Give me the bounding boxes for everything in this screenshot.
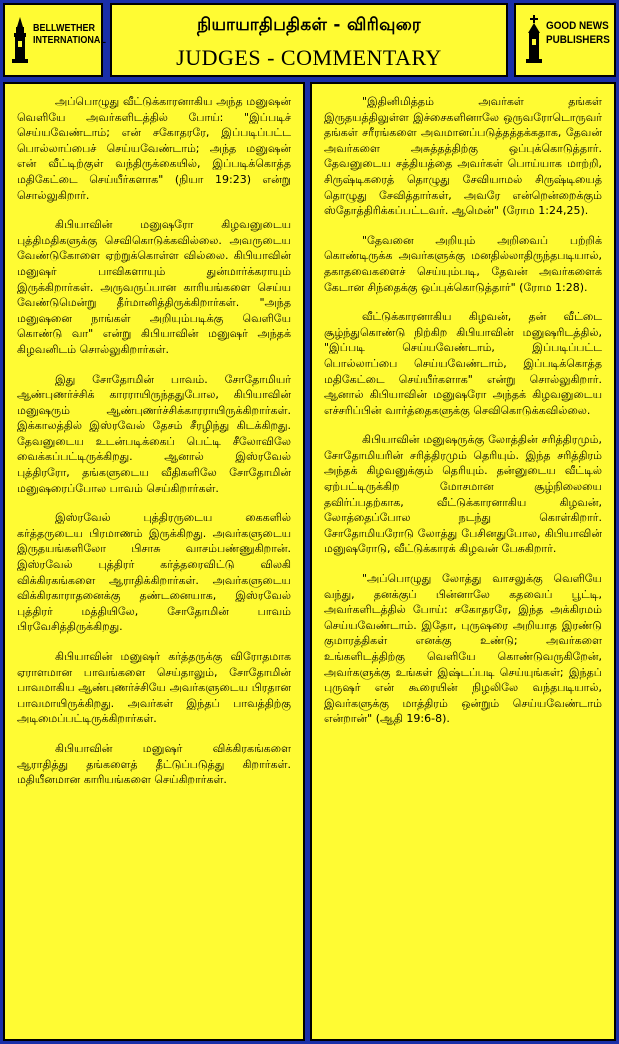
logo-right-line1: GOOD NEWS — [546, 20, 609, 32]
left-paragraph: கிபியாவின் மனுஷரோ கிழவனுடைய புத்திமதிகளுக்கு செவிகொடுக்கவில்லை. அவருடைய வேண்டுகோளை ஏற்றுக்கொள்ள வில்லை. கிபியாவின் மனுஷர் பாவிகளாயும் துன்மார்க்கராயும் இருக்கிறார்கள். அருவருப்பான காரியங்களை செய்ய வேண்டுமென்று தீர்மானித்திருக்கிறார்கள். "அந்த மனுஷனை நாங்கள் அறியும்படிக்கு வெளியே கொண்டு வா" என்று கிபியாவின் மனுஷர் அந்தக் கிழவனிடம் சொல்லுகிறார்கள். — [17, 218, 291, 356]
left-paragraph: இஸ்ரவேல் புத்திரருடைய கைகளில் கர்த்தருடைய பிரமாணம் இருக்கிறது. அவர்களுடைய இருதயங்களிலோ பிசாசு வாசம்பண்ணுகிறான். இஸ்ரவேல் புத்திரர் கர்த்தரைவிட்டு விலகி விக்கிரகங்களை ஆராதிக்கிறார்கள். அவர்களுடைய விக்கிரகாராதனைக்கு தண்டனையாக, இஸ்ரவேல் புத்திரர் மத்தியிலே, சோதோமின் பாவம் பிரவேசித்திருக்கிறது. — [17, 511, 291, 634]
title-banner — [110, 3, 508, 77]
logo-left-line1: BELLWETHER — [33, 23, 96, 34]
logo-right-line2: PUBLISHERS — [546, 34, 610, 46]
bellwether-logo — [3, 3, 106, 77]
right-paragraph: "இதினிமித்தம் அவர்கள் தங்கள் இருதயத்திலுள்ள இச்சைகளினாலே ஒருவரோடொருவர் தங்கள் சரீரங்களை அவமானப்படுத்தத்தக்கதாக, தேவன் அவர்களை அசுத்தத்திற்கு ஒப்புக்கொடுத்தார். தேவனுடைய சத்தியத்தை அவர்கள் பொய்யாக மாற்றி, சிருஷ்டிகரைத் தொழுது சேவியாமல் சிருஷ்டியைத் தொழுது சேவித்தார்கள், அவரே என்றென்றைக்கும் ஸ்தோத்திரிக்கப்பட்டவர். ஆமென்" (ரோம 1:24,25). — [324, 95, 602, 218]
right-paragraph: "தேவனை அறியும் அறிவைப் பற்றிக் கொண்டிருக்க அவர்களுக்கு மனதில்லாதிருந்தபடியால், தகாதவைகளைச் செய்யும்படி, தேவன் அவர்களைக் கேடான சிந்தைக்கு ஒப்புக்கொடுத்தார்" (ரோம 1:28). — [324, 233, 602, 294]
right-paragraph: கிபியாவின் மனுஷருக்கு லோத்தின் சரித்திரமும், சோதோமியரின் சரித்திரமும் தெரியும். இந்த சரித்திரம் அந்தக் கிழவனுக்கும் தெரியும். தன்னுடைய வீட்டில் ஏற்பட்டிருக்கிற மோசமான சூழ்நிலையை தவிர்ப்பதற்காக, வீட்டுக்காரனாகிய கிழவன், லோத்தைப்போல நடந்து கொள்கிறார். சோதோமியரோடு லோத்து பேசினதுபோல, கிபியாவின் மனுஷரோடு, வீட்டுக்காரக் கிழவன் பேசுகிறார். — [324, 433, 602, 556]
left-paragraph: அப்பொழுது வீட்டுக்காரனாகிய அந்த மனுஷன் வெளியே அவர்களிடத்தில் போய்: "இப்படிச் செய்யவேண்டாம்; என் சகோதரரே, இப்படிப்பட்ட பொல்லாப்பைச் செய்யவேண்டாம்; அந்த மனுஷன் என் வீட்டிற்குள் வந்திருக்கையில், இப்படிக்கொத்த மதிகேட்டை செய்யீர்களாக" (நியா 19:23) என்று சொல்லுகிறார். — [17, 95, 291, 202]
title-tamil: நியாயாதிபதிகள் - விரிவுரை — [197, 15, 421, 35]
left-column — [3, 82, 305, 1041]
logo-left-line2: INTERNATIONAL — [33, 35, 106, 46]
good-news-logo — [514, 3, 616, 77]
left-paragraph: இது சோதோமின் பாவம். சோதோமியர் ஆண்புணர்ச்சிக் காரராயிருந்ததுபோல, கிபியாவின் மனுஷரும் ஆண்புணர்ச்சிக்காரராயிருக்கிறார்கள். இக்காலத்தில் இஸ்ரவேல் தேசம் சீரழிந்து கிடக்கிறது. தேவனுடைய உடன்படிக்கைப் பெட்டி சீலோவிலே வைக்கப்பட்டிருக்கிறது. ஆனால் இஸ்ரவேல் புத்திரரோ, தங்களுடைய வீதிகளிலே சோதோமின் மனுஷரைப்போல பாவம் செய்கிறார்கள். — [17, 372, 291, 495]
left-paragraph: கிபியாவின் மனுஷர் கர்த்தருக்கு விரோதமாக ஏராளமான பாவங்களை செய்தாலும், சோதோமின் பாவமாகிய ஆண்புணர்ச்சியே அவர்களுடைய பிரதான பாவமாயிருக்கிறது. அவர்கள் இந்தப் பாவத்திற்கு அடிமைப்பட்டிருக்கிறார்கள். — [17, 650, 291, 726]
right-paragraph: "அப்பொழுது லோத்து வாசலுக்கு வெளியே வந்து, தனக்குப் பின்னாலே கதவைப் பூட்டி, அவர்களிடத்தில் போய்: சகோதரரே, இந்த அக்கிரமம் செய்யவேண்டாம். இதோ, புருஷரை அறியாத இரண்டு குமாரத்திகள் எனக்கு உண்டு; அவர்களை உங்களிடத்திற்கு வெளியே கொண்டுவருகிறேன், அவர்களுக்கு உங்கள் இஷ்டப்படி செய்யுங்கள்; இந்தப் புருஷர் என் கூரையின் நிழலிலே வந்தபடியால், இவர்களுக்கு மாத்திரம் ஒன்றும் செய்யவேண்டாம் என்றான்" (ஆதி 19:6-8). — [324, 572, 602, 726]
bell-tower-icon — [11, 17, 29, 63]
right-column — [310, 82, 616, 1041]
church-icon — [524, 15, 544, 65]
left-paragraph: கிபியாவின் மனுஷர் விக்கிரகங்களை ஆராதித்து தங்களைத் தீட்டுப்படுத்து கிறார்கள். மதியீனமான காரியங்களை செய்கிறார்கள். — [17, 741, 291, 787]
right-paragraph: வீட்டுக்காரனாகிய கிழவன், தன் வீட்டை சூழ்ந்துகொண்டு நிற்கிற கிபியாவின் மனுஷரிடத்தில், "இப்படி செய்யவேண்டாம், இப்படிப்பட்ட பொல்லாப்பை செய்யவேண்டாம், இப்படிக்கொத்த மதிகேட்டை செய்யீர்களாக" என்று சொல்லுகிறார். ஆனால் கிபியாவின் மனுஷரோ அந்தக் கிழவனுடைய எச்சரிப்பின் வார்த்தைகளுக்கு செவிகொடுக்கவில்லை. — [324, 310, 602, 417]
title-english: JUDGES - COMMENTARY — [176, 45, 442, 70]
